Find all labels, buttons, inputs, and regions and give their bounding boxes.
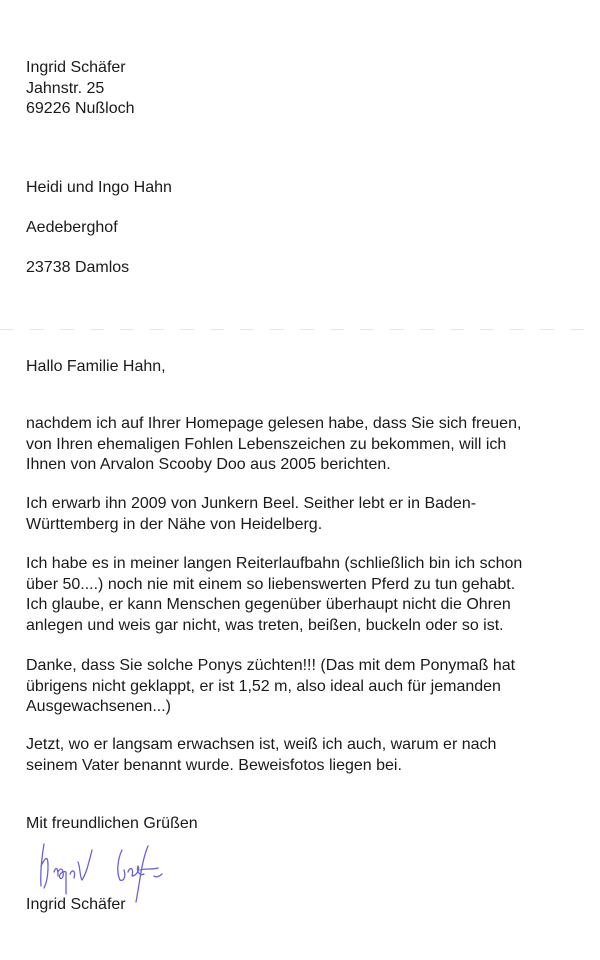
closing-text: Mit freundlichen Grüßen <box>26 815 198 832</box>
recipient-name-text: Heidi und Ingo Hahn <box>26 179 172 196</box>
paragraph-4 <box>26 656 515 718</box>
text-line: seinem Vater benannt wurde. Beweisfotos liegen bei. <box>26 756 402 774</box>
sender-street: Jahnstr. 25 <box>26 79 105 97</box>
paragraph-2 <box>26 494 476 535</box>
recipient-city <box>26 258 129 279</box>
text-line: anlegen und weis gar nicht, was treten, beißen, buckeln oder so ist. <box>26 616 504 634</box>
text-line: Jetzt, wo er langsam erwachsen ist, weiß ich auch, warum er nach <box>26 736 497 753</box>
sender-address <box>26 58 135 120</box>
sender-name: Ingrid Schäfer <box>26 59 126 76</box>
text-line: Württemberg in der Nähe von Heidelberg. <box>26 515 323 533</box>
text-line: übrigens nicht geklappt, er ist 1,52 m, also ideal auch für jemanden <box>26 677 501 695</box>
recipient-place <box>26 218 118 239</box>
text-line: von Ihren ehemaligen Fohlen Lebenszeichen zu bekommen, will ich <box>26 435 507 453</box>
signed-name <box>26 895 126 916</box>
signed-name-text: Ingrid Schäfer <box>26 896 126 913</box>
closing <box>26 814 198 835</box>
scan-artifact-line <box>0 329 600 330</box>
text-line: Ihnen von Arvalon Scooby Doo aus 2005 berichten. <box>26 456 391 474</box>
text-line: Ich habe es in meiner langen Reiterlaufbahn (schließlich bin ich schon <box>26 555 523 572</box>
recipient-city-text: 23738 Damlos <box>26 259 130 276</box>
salutation <box>26 357 166 378</box>
text-line: über 50....) noch nie mit einem so liebenswerten Pferd zu tun gehabt. <box>26 575 516 593</box>
text-line: Danke, dass Sie solche Ponys züchten!!! (Das mit dem Ponymaß hat <box>26 657 516 674</box>
salutation-text: Hallo Familie Hahn, <box>26 358 166 375</box>
text-line: Ich glaube, er kann Menschen gegenüber überhaupt nicht die Ohren <box>26 596 511 614</box>
paragraph-1 <box>26 414 521 476</box>
text-line: Ausgewachsenen...) <box>26 698 171 716</box>
sender-city: 69226 Nußloch <box>26 100 135 118</box>
paragraph-5 <box>26 735 496 776</box>
text-line: Ich erwarb ihn 2009 von Junkern Beel. Seither lebt er in Baden- <box>26 495 477 512</box>
recipient-name <box>26 178 172 199</box>
text-line: nachdem ich auf Ihrer Homepage gelesen habe, dass Sie sich freuen, <box>26 415 522 432</box>
recipient-place-text: Aedeberghof <box>26 219 118 236</box>
paragraph-3 <box>26 554 522 636</box>
